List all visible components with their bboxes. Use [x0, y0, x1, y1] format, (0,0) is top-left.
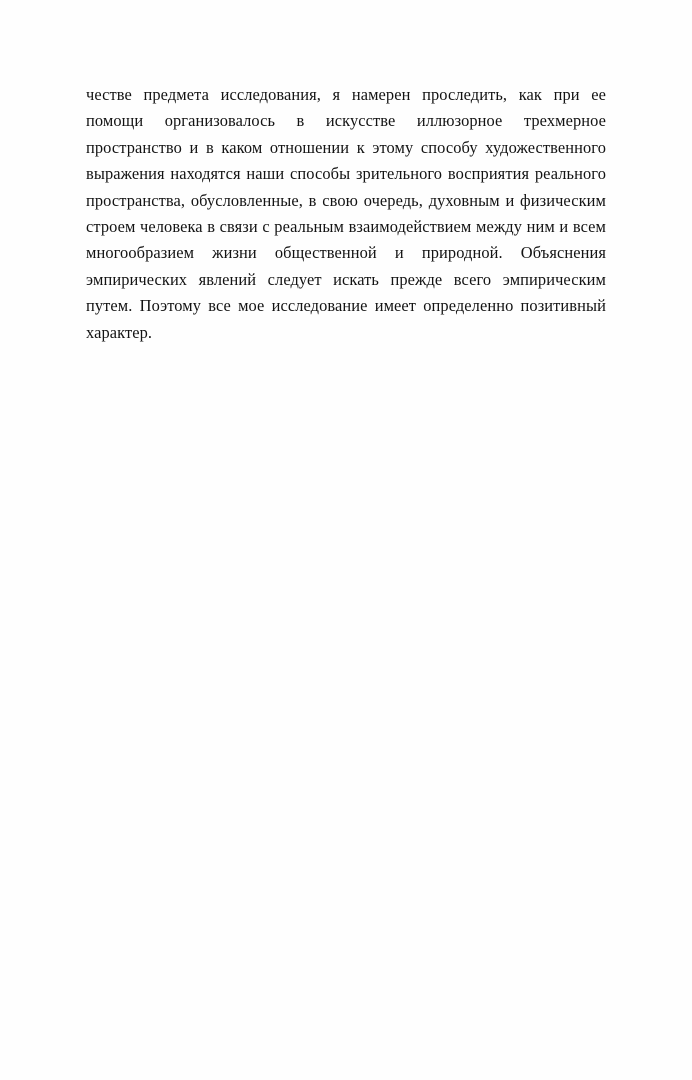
body-text-block — [86, 82, 606, 346]
body-paragraph: честве предмета исследования, я намерен проследить, как при ее помощи организовалось в искусстве иллюзорное трехмерное пространство и в каком отношении к этому способу художественного выражения находятся наши способы зрительного восприятия реального пространства, обусловленные, в свою очередь, духовным и физическим строем человека в связи с реальным взаимодействием между ним и всем многообразием жизни общественной и природной. Объяснения эмпирических явлений следует искать прежде всего эмпирическим путем. Поэтому все мое исследование имеет определенно позитивный характер. — [86, 85, 606, 342]
